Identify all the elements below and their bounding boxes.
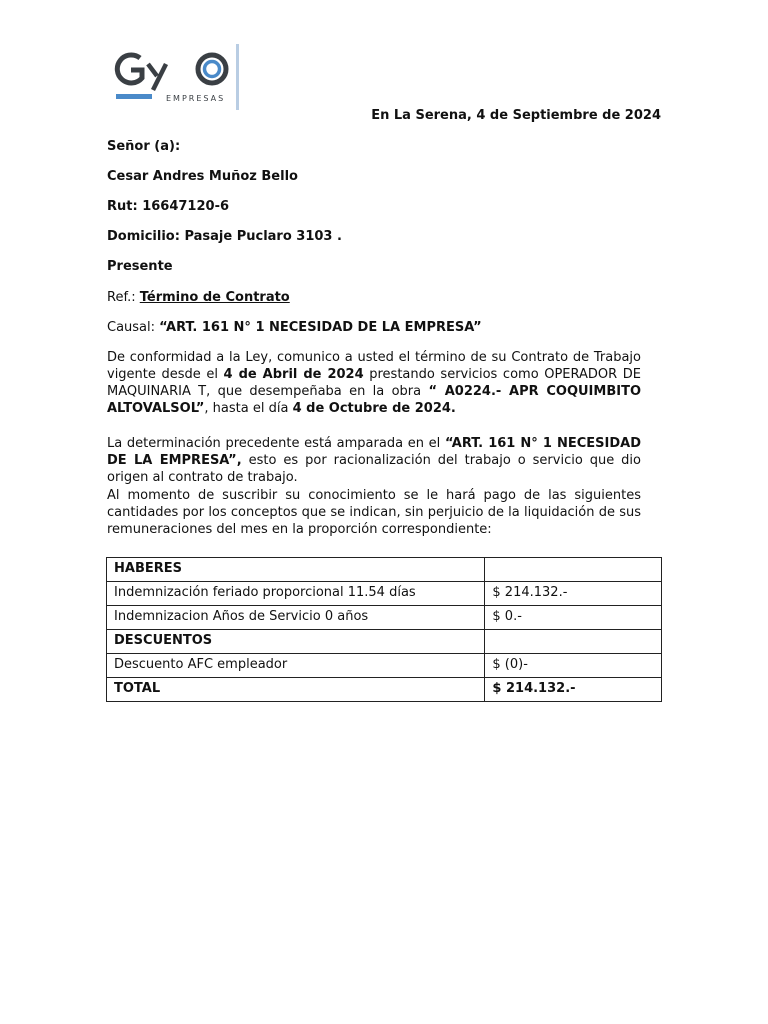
p1-end-date: 4 de Octubre de 2024. [292, 401, 456, 416]
table-row [107, 558, 662, 582]
amount-cell: $ (0)- [485, 654, 662, 678]
gyo-logo-icon [112, 44, 244, 112]
descuentos-header: DESCUENTOS [107, 630, 485, 654]
haberes-header: HABERES [107, 558, 485, 582]
p1-text-3: , hasta el día [204, 401, 293, 416]
svg-text:EMPRESAS: EMPRESAS [166, 94, 226, 103]
p2-article: “ART. 161 N° 1 NECESIDAD DE LA EMPRESA”, [107, 436, 641, 468]
cause-line [107, 320, 482, 336]
concept-cell: Indemnizacion Años de Servicio 0 años [107, 606, 485, 630]
cause-label: Causal: [107, 320, 160, 335]
table-row [107, 630, 662, 654]
recipient-address: Domicilio: Pasaje Puclaro 3103 . [107, 229, 342, 244]
p1-text-2: prestando servicios como OPERADOR DE MAQUINARIA T, que desempeñaba en la obra [107, 367, 642, 399]
total-amount: $ 214.132.- [485, 678, 662, 702]
settlement-table [106, 557, 662, 702]
legal-basis-paragraph [107, 435, 641, 486]
date-line: En La Serena, 4 de Septiembre de 2024 [371, 108, 661, 123]
total-label: TOTAL [107, 678, 485, 702]
recipient-name: Cesar Andres Muñoz Bello [107, 169, 298, 184]
recipient-rut: Rut: 16647120-6 [107, 199, 230, 214]
company-logo [112, 44, 244, 112]
reference-line [107, 290, 290, 306]
empty-cell [485, 558, 662, 582]
table-row [107, 606, 662, 630]
table-row [107, 582, 662, 606]
amount-cell: $ 214.132.- [485, 582, 662, 606]
p2-text-1: La determinación precedente está amparada en el [107, 436, 445, 451]
amount-cell: $ 0.- [485, 606, 662, 630]
concept-cell: Indemnización feriado proporcional 11.54 días [107, 582, 485, 606]
cause-value: “ART. 161 N° 1 NECESIDAD DE LA EMPRESA” [159, 320, 482, 335]
p1-text-1: De conformidad a la Ley, comunico a usted el término de su Contrato de Trabajo vigente desde el [107, 350, 641, 382]
reference-label: Ref.: [107, 290, 140, 305]
table-row [107, 678, 662, 702]
concept-cell: Descuento AFC empleador [107, 654, 485, 678]
p2-text-2: esto es por racionalización del trabajo o servicio que dio origen al contrato de trabajo. [107, 453, 641, 485]
salutation: Señor (a): [107, 139, 181, 154]
payment-paragraph: Al momento de suscribir su conocimiento se le hará pago de las siguientes cantidades por los conceptos que se indican, sin perjuicio de la liquidación de sus remuneraciones del mes en la proporción correspondiente: [107, 488, 641, 537]
reference-value: Término de Contrato [139, 290, 290, 305]
termination-paragraph [107, 349, 641, 417]
p1-start-date: 4 de Abril de 2024 [223, 367, 364, 382]
p1-project: “ A0224.- APR COQUIMBITO ALTOVALSOL” [107, 384, 641, 416]
presente-label: Presente [107, 259, 173, 274]
empty-cell [485, 630, 662, 654]
table-row [107, 654, 662, 678]
